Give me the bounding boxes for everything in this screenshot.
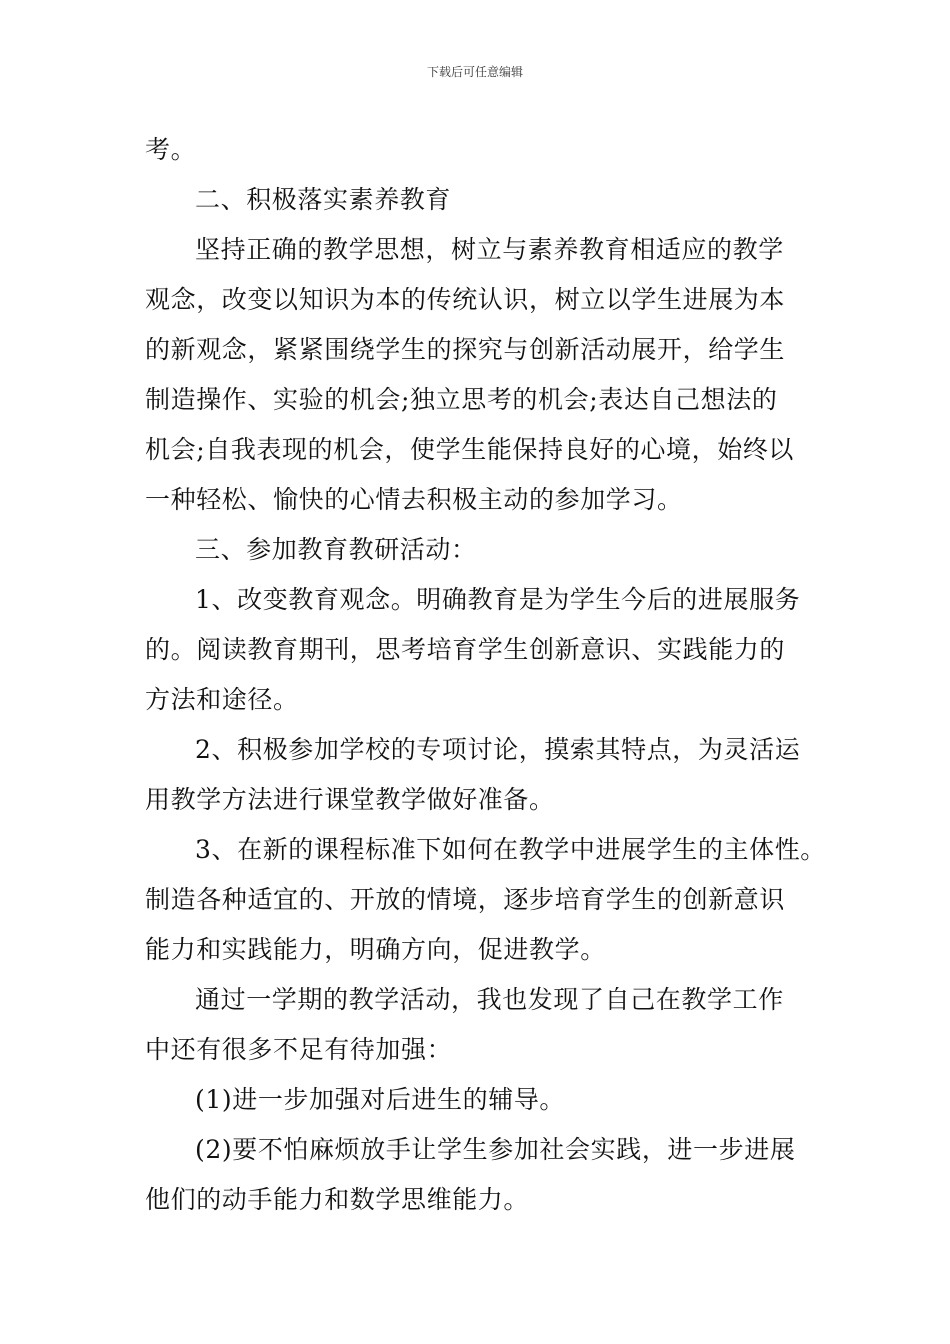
text-line: 一种轻松、愉快的心情去积极主动的参加学习。 (145, 485, 683, 514)
text-line: 中还有很多不足有待加强： (145, 1035, 453, 1064)
text-line: 制造操作、实验的机会;独立思考的机会;表达自己想法的 (145, 385, 778, 414)
section-heading: 二、积极落实素养教育 (195, 185, 452, 214)
text-line: 机会;自我表现的机会，使学生能保持良好的心境，始终以 (145, 435, 795, 464)
text-line: 2、积极参加学校的专项讨论，摸索其特点，为灵活运 (195, 735, 801, 764)
text-line: 观念，改变以知识为本的传统认识，树立以学生进展为本 (145, 285, 786, 314)
page-header: 下载后可任意编辑 (426, 65, 523, 79)
text-line: 用教学方法进行课堂教学做好准备。 (145, 785, 555, 814)
text-line: 坚持正确的教学思想，树立与素养教育相适应的教学 (195, 235, 784, 264)
text-line: 方法和途径。 (145, 685, 299, 714)
document-body (145, 125, 826, 1225)
text-line: 通过一学期的教学活动，我也发现了自己在教学工作 (195, 985, 784, 1014)
text-line: 1、改变教育观念。明确教育是为学生今后的进展服务 (195, 585, 801, 614)
section-heading: 三、参加教育教研活动： (195, 535, 477, 564)
text-line: 制造各种适宜的、开放的情境，逐步培育学生的创新意识 (145, 885, 786, 914)
text-line: 能力和实践能力，明确方向，促进教学。 (145, 935, 606, 964)
text-line: 3、在新的课程标准下如何在教学中进展学生的主体性。 (195, 835, 826, 864)
text-line: 的。阅读教育期刊，思考培育学生创新意识、实践能力的 (145, 635, 786, 664)
list-item: (2)要不怕麻烦放手让学生参加社会实践，进一步进展 (195, 1135, 796, 1164)
text-line: 他们的动手能力和数学思维能力。 (145, 1185, 530, 1214)
text-line: 的新观念，紧紧围绕学生的探究与创新活动展开，给学生 (145, 335, 786, 364)
list-item: (1)进一步加强对后进生的辅导。 (195, 1085, 566, 1114)
text-line: 考。 (145, 135, 197, 164)
